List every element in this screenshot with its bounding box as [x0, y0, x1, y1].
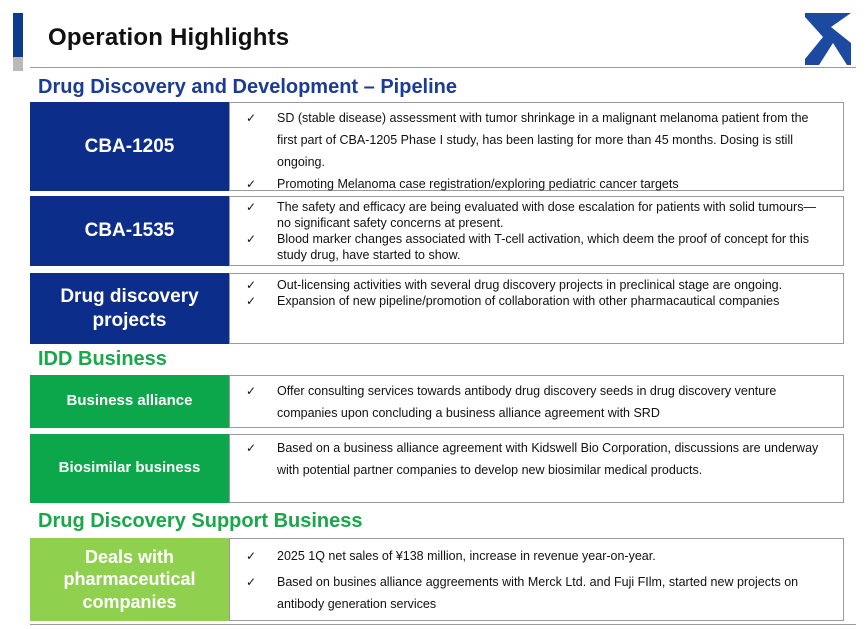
support-row-deals-with-pharma [30, 538, 844, 621]
pipeline-row-drug-discovery-projects [30, 273, 844, 344]
bullet-item: ✓ Based on busines alliance aggreements with Merck Ltd. and Fuji FIlm, started new projects on antibody generation services [246, 571, 819, 615]
bullet-item: ✓ Expansion of new pipeline/promotion of collaboration with other pharmacautical companies [246, 294, 780, 308]
bullet-item: ✓ Based on a business alliance agreement with Kidswell Bio Corporation, discussions are underway with potential partner companies to develop new biosimilar medical products. [246, 437, 819, 481]
row-label: Deals with pharmaceutical companies [30, 538, 229, 621]
check-icon: ✓ [246, 278, 257, 292]
check-icon: ✓ [246, 549, 257, 563]
bullet-item: ✓ Offer consulting services towards antibody drug discovery seeds in drug discovery venture companies upon concluding a business alliance agreement with SRD [246, 380, 819, 424]
row-label: CBA-1535 [30, 196, 229, 266]
row-description [229, 434, 844, 503]
idd-row-biosimilar-business [30, 434, 844, 503]
title-accent-bar-gray [13, 57, 23, 71]
section-heading-pipeline: Drug Discovery and Development – Pipeline [38, 76, 458, 98]
pipeline-row-cba-1535 [30, 196, 844, 266]
check-icon: ✓ [246, 200, 257, 214]
row-label: Drug discovery projects [30, 273, 229, 344]
check-icon: ✓ [246, 294, 257, 308]
section-heading-idd-business: IDD Business [38, 348, 167, 370]
pipeline-row-cba-1205 [30, 102, 844, 191]
check-icon: ✓ [246, 111, 257, 125]
bullet-item: ✓ Out-licensing activities with several drug discovery projects in preclinical stage are ongoing. [246, 278, 783, 292]
check-icon: ✓ [246, 575, 257, 589]
section-heading-support-business: Drug Discovery Support Business [38, 510, 363, 532]
row-label: Business alliance [30, 375, 229, 428]
check-icon: ✓ [246, 177, 257, 191]
bullet-item: ✓ The safety and efficacy are being evaluated with dose escalation for patients with solid tumours—no significant safety concerns at present. [246, 200, 816, 230]
company-logo-icon [805, 13, 851, 65]
row-description [229, 375, 844, 428]
title-accent-bar [13, 13, 23, 57]
bullet-item: ✓ 2025 1Q net sales of ¥138 million, increase in revenue year-on-year. [246, 545, 819, 567]
check-icon: ✓ [246, 384, 257, 398]
page-title: Operation Highlights [48, 24, 290, 51]
idd-row-business-alliance [30, 375, 844, 428]
row-description [229, 196, 844, 266]
bullet-item: ✓ Promoting Melanoma case registration/exploring pediatric cancer targets [246, 173, 819, 195]
title-divider [30, 67, 856, 68]
row-description [229, 538, 844, 621]
check-icon: ✓ [246, 232, 257, 246]
row-description [229, 102, 844, 191]
bullet-item: ✓ SD (stable disease) assessment with tumor shrinkage in a malignant melanoma patient from the first part of CBA-1205 Phase I study, has been lasting for more than 45 months. Dosing is still ongoing. [246, 107, 819, 173]
row-label: Biosimilar business [30, 434, 229, 503]
row-label: CBA-1205 [30, 102, 229, 191]
footer-divider [30, 624, 856, 625]
row-description [229, 273, 844, 344]
check-icon: ✓ [246, 441, 257, 455]
bullet-item: ✓ Blood marker changes associated with T-cell activation, which deem the proof of concept for this study drug, have started to show. [246, 232, 809, 262]
